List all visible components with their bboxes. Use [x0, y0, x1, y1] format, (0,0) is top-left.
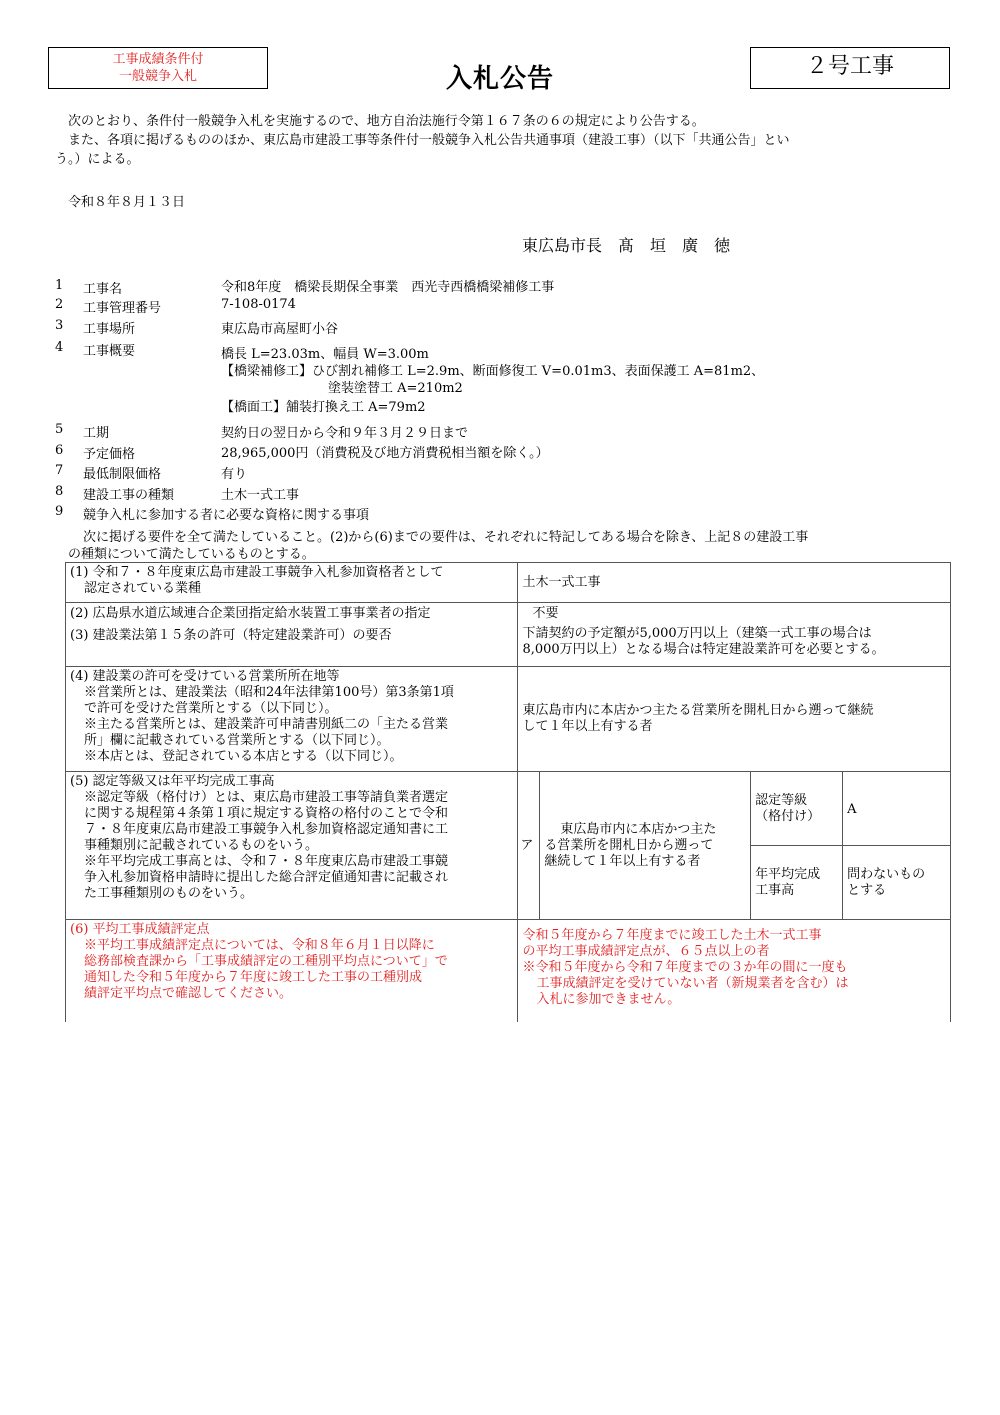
cell-text: ※本店とは、登記されている本店とする（以下同じ）。: [84, 749, 403, 764]
cell-text: で許可を受けた営業所とする（以下同じ）。: [84, 701, 338, 716]
item-number: 9: [55, 504, 64, 519]
table-cell: [843, 846, 951, 920]
cell-text: 土木一式工事: [522, 574, 601, 590]
item-label: 最低制限価格: [83, 467, 162, 482]
cell-text: に関する規程第４条第１項に規定する資格の格付のことで令和: [84, 806, 449, 821]
cell-text: (2) 広島県水道広域連合企業団指定給水装置工事事業者の指定: [70, 606, 431, 621]
cell-text: A: [847, 802, 857, 817]
cell-text: （格付け）: [755, 808, 821, 824]
cell-text: る営業所を開札日から遡って: [544, 837, 714, 853]
cell-text: 8,000万円以上）となる場合は特定建設業許可を必要とする。: [522, 642, 885, 657]
item-number: 3: [55, 318, 64, 333]
item-number: 8: [55, 484, 64, 499]
table-cell: [518, 920, 951, 1022]
item-label: 競争入札に参加する者に必要な資格に関する事項: [83, 508, 370, 523]
cell-text: た工事種類別のものをいう。: [84, 886, 254, 901]
table-row: [66, 603, 951, 667]
table-cell: [518, 563, 951, 603]
cell-text: 東広島市内に本店かつ主た: [560, 821, 717, 837]
condition-tag-line1: 工事成績条件付: [112, 52, 204, 67]
item-label: 工事場所: [83, 322, 136, 337]
table-cell: [843, 772, 951, 846]
summary-line3: 【橋面工】舗装打換え工 A=79m2: [221, 400, 426, 415]
table-cell: [66, 563, 518, 603]
table-row: [66, 772, 951, 846]
table-row: [66, 920, 951, 1022]
table-row: [66, 667, 951, 772]
requirements-intro-line1: 次に掲げる要件を全て満たしていること。(2)から(6)までの要件は、それぞれに特記してある場合を除き、上記８の建設工事: [83, 530, 809, 545]
cell-text: 入札に参加できません。: [536, 992, 681, 1007]
cell-text: 下請契約の予定額が5,000万円以上（建築一式工事の場合は: [522, 626, 872, 641]
item-number: 1: [55, 278, 64, 293]
item-value: 有り: [221, 467, 248, 482]
table-cell: [66, 772, 518, 920]
cell-text: 認定等級: [755, 792, 808, 808]
cell-text: 事種類別に記載されているものをいう。: [84, 838, 319, 853]
item-number: 5: [55, 422, 64, 437]
table-cell: [751, 772, 843, 846]
cell-text: 績評定平均点で確認してください。: [84, 986, 293, 1001]
item-value: 令和8年度 橋梁長期保全事業 西光寺西橋橋梁補修工事: [221, 280, 555, 295]
item-value: 橋長 L=23.03m、幅員 W=3.00m: [221, 347, 429, 362]
cell-text: ７・８年度東広島市建設工事競争入札参加資格認定通知書に工: [84, 822, 449, 837]
cell-text: とする: [847, 882, 887, 898]
table-row: [66, 563, 951, 603]
cell-text: 継続して１年以上有する者: [544, 853, 701, 869]
summary-line1: 【橋梁補修工】ひび割れ補修工 L=2.9m、断面修復工 V=0.01m3、表面保護工 A=81m2、: [221, 364, 765, 379]
signer-name: 東広島市長 髙 垣 廣 徳: [522, 236, 731, 255]
item-label: 工期: [83, 426, 110, 441]
cell-text: ア: [520, 837, 534, 853]
cell-text: 不要: [532, 606, 559, 621]
item-number: 4: [55, 340, 64, 355]
item-label: 工事名: [83, 282, 123, 297]
cell-text: 工事高: [755, 882, 795, 898]
table-cell: [540, 772, 751, 920]
summary-line2: 塗装塗替工 A=210m2: [328, 381, 463, 396]
cell-text: (4) 建設業の許可を受けている営業所所在地等: [70, 669, 340, 684]
item-label: 工事管理番号: [83, 301, 162, 316]
condition-tag-box: [48, 47, 268, 89]
item-number: 7: [55, 463, 64, 478]
item-label: 建設工事の種類: [83, 488, 175, 503]
cell-text: 争入札参加資格申請時に提出した総合評定値通知書に記載され: [84, 870, 449, 885]
intro-line2: また、各項に掲げるもののほか、東広島市建設工事等条件付一般競争入札公告共通事項（建設工事）（以下「共通公告」とい: [68, 133, 790, 148]
cell-text: ※主たる営業所とは、建設業許可申請書別紙二の「主たる営業: [84, 717, 449, 732]
cell-text: 東広島市内に本店かつ主たる営業所を開札日から遡って継続: [522, 703, 874, 718]
cell-text: 令和５年度から７年度までに竣工した土木一式工事: [522, 928, 822, 943]
item-value: 契約日の翌日から令和９年３月２９日まで: [221, 426, 469, 441]
condition-tag-line2: 一般競争入札: [118, 69, 197, 84]
item-label: 工事概要: [83, 344, 136, 359]
table-cell: [518, 667, 951, 772]
table-cell: [66, 920, 518, 1022]
cell-text: ※年平均完成工事高とは、令和７・８年度東広島市建設工事競: [84, 854, 449, 869]
item-value: 28,965,000円（消費税及び地方消費税相当額を除く。）: [221, 446, 549, 461]
cell-text: (3) 建設業法第１５条の許可（特定建設業許可）の要否: [70, 628, 392, 643]
cell-text: 所」欄に記載されている営業所とする（以下同じ）。: [84, 733, 390, 748]
item-number: 2: [55, 297, 64, 312]
item-value: 土木一式工事: [221, 488, 300, 503]
item-label: 予定価格: [83, 447, 136, 462]
page-title: 入札公告: [445, 64, 554, 94]
cell-text: (6) 平均工事成績評定点: [70, 922, 210, 937]
cell-text: 通知した令和５年度から７年度に竣工した工事の工種別成: [84, 970, 423, 985]
intro-line3: う。）による。: [55, 152, 140, 167]
cell-text: ※認定等級（格付け）とは、東広島市建設工事等請負業者選定: [84, 790, 449, 805]
cell-text: の平均工事成績評定点が、６５点以上の者: [522, 944, 770, 959]
item-number: 6: [55, 443, 64, 458]
item-value: 7-108-0174: [221, 297, 296, 312]
cell-text: 年平均完成: [755, 866, 821, 882]
table-cell: [66, 667, 518, 772]
table-cell: [66, 603, 518, 667]
notice-date: 令和８年８月１３日: [68, 195, 186, 210]
cell-text: 総務部検査課から「工事成績評定の工種別平均点について」で: [84, 954, 448, 969]
cell-text: 問わないもの: [847, 866, 926, 882]
table-cell: [518, 772, 540, 920]
intro-line1: 次のとおり、条件付一般競争入札を実施するので、地方自治法施行令第１６７条の６の規定により公告する。: [68, 114, 705, 129]
cell-text: (5) 認定等級又は年平均完成工事高: [70, 774, 275, 789]
cell-text: 工事成績評定を受けていない者（新規業者を含む）は: [536, 976, 849, 991]
cell-text: ※営業所とは、建設業法（昭和24年法律第100号）第3条第1項: [84, 685, 454, 700]
requirements-intro-line2: の種類について満たしているものとする。: [68, 547, 315, 562]
cell-text: して１年以上有する者: [522, 719, 653, 734]
cell-text: ※平均工事成績評定点については、令和８年６月１日以降に: [84, 938, 435, 953]
project-number-box: ２号工事: [750, 47, 950, 89]
table-cell: [518, 603, 951, 667]
cell-text: ※令和５年度から令和７年度までの３か年の間に一度も: [522, 960, 848, 975]
requirements-table: [65, 562, 951, 1022]
cell-text: (1) 令和７・８年度東広島市建設工事競争入札参加資格者として: [70, 565, 444, 580]
item-value: 東広島市高屋町小谷: [221, 322, 339, 337]
table-cell: [751, 846, 843, 920]
cell-text: 認定されている業種: [84, 581, 202, 596]
